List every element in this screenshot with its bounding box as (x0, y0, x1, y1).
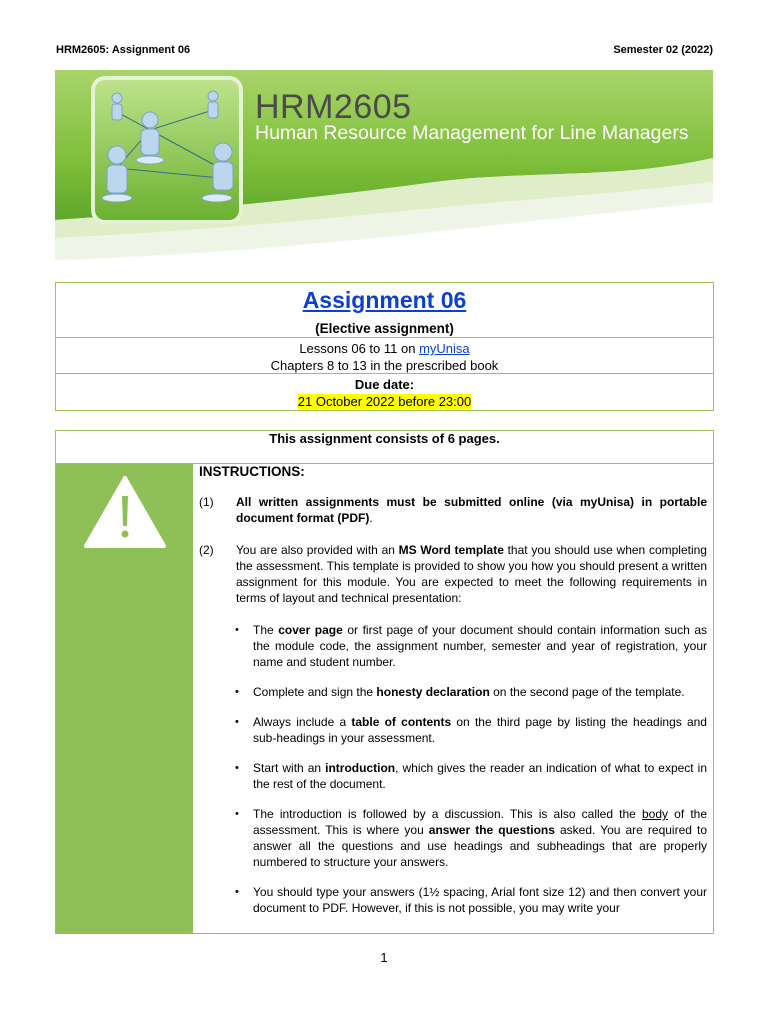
item-number: (2) (199, 543, 214, 557)
bullet-typing-format: • You should type your answers (1½ spacing, Arial font size 12) and then convert your document to PDF. However, if this is not possible, you may write your (199, 884, 707, 916)
instructions-heading: INSTRUCTIONS: (199, 464, 305, 479)
assignment-subtitle: (Elective assignment) (315, 321, 454, 336)
warning-icon (82, 474, 168, 550)
page-number: 1 (380, 950, 388, 965)
due-date-row (56, 373, 713, 410)
bullet-honesty-declaration: • Complete and sign the honesty declaration on the second page of the template. (199, 684, 707, 700)
assignment-title-row (56, 283, 713, 337)
bullet-table-of-contents: • Always include a table of contents on the third page by listing the headings and sub-headings in your assessment. (199, 714, 707, 746)
item-number: (1) (199, 495, 214, 509)
lessons-text: Lessons 06 to 11 on (299, 341, 420, 356)
myunisa-link[interactable]: myUnisa (419, 341, 470, 356)
lessons-row (56, 337, 713, 373)
bullet-body: • The introduction is followed by a discussion. This is also called the body of the assessment. This is where you answer the questions asked. You are required to answer all the questions and use headings and subheadings that are properly numbered to structure your answers. (199, 806, 707, 870)
bullet-cover-page: • The cover page or first page of your document should contain information such as the module code, the assignment number, semester and year of registration, your name and student number. (199, 622, 707, 670)
assignment-title: Assignment 06 (302, 287, 467, 313)
pages-note: This assignment consists of 6 pages. (56, 431, 713, 464)
instructions-content (199, 464, 707, 933)
due-date-value: 21 October 2022 before 23:00 (297, 394, 472, 409)
due-date-label: Due date: (354, 377, 415, 392)
module-banner (55, 70, 713, 268)
bullet-introduction: • Start with an introduction, which gives the reader an indication of what to expect in the rest of the document. (199, 760, 707, 792)
instructions-box (55, 430, 714, 934)
instruction-item-2: (2) You are also provided with an MS Word template that you should use when completing the assessment. This template is provided to show you how you should present a written assignment for this module. You are expected to meet the following requirements in terms of layout and technical presentation: (199, 543, 707, 605)
instruction-item-1: (1) All written assignments must be submitted online (via myUnisa) in portable document format (PDF). (199, 495, 707, 525)
warning-sidebar (56, 464, 193, 933)
assignment-info-table (55, 282, 714, 411)
module-code: HRM2605 (255, 88, 412, 126)
module-title: Human Resource Management for Line Managers (255, 122, 689, 144)
running-header-right: Semester 02 (2022) (613, 44, 713, 56)
chapters-text: Chapters 8 to 13 in the prescribed book (270, 358, 499, 373)
running-header-left: HRM2605: Assignment 06 (56, 44, 191, 56)
item-text: All written assignments must be submitted online (via myUnisa) in portable document format (PDF) (236, 495, 707, 525)
